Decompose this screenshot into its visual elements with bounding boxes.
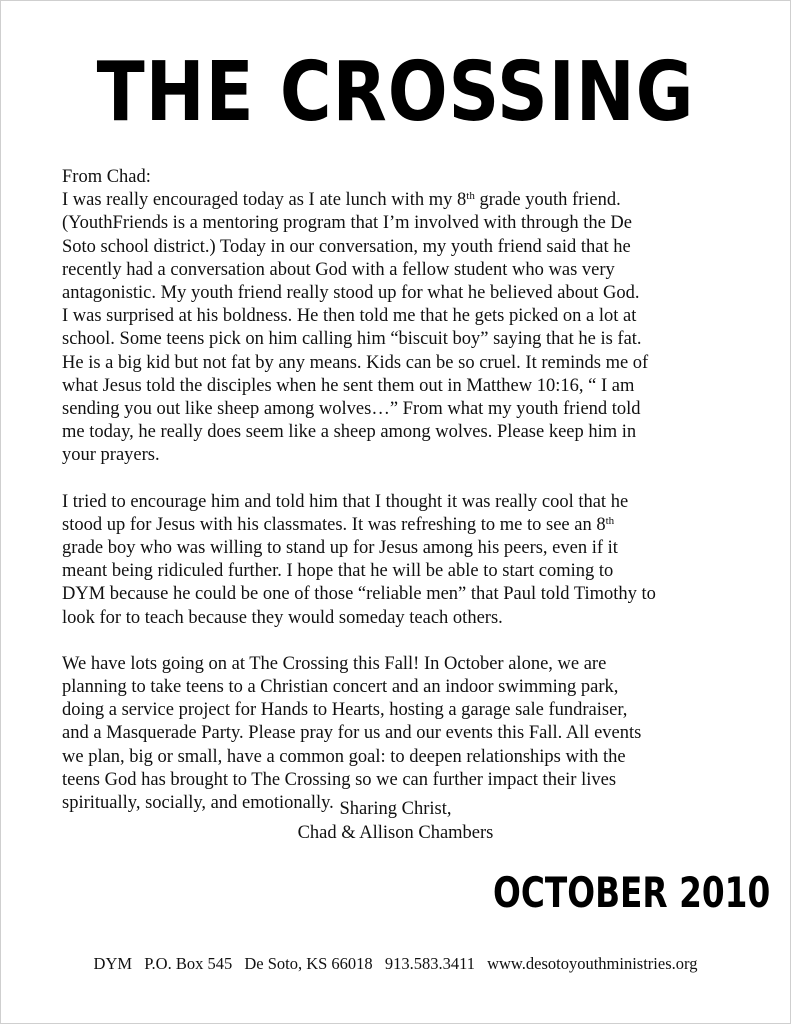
- paragraph-3-line-3: doing a service project for Hands to Hearts, hosting a garage sale fundraiser,: [62, 700, 628, 721]
- paragraph-3-line-5: we plan, big or small, have a common goal: to deepen relationships with the: [62, 746, 626, 767]
- footer-phone: 913.583.3411: [384, 954, 475, 973]
- issue-date-heading: OCTOBER 2010: [493, 868, 771, 917]
- paragraph-1-line-12: your prayers.: [62, 445, 160, 466]
- superscript-th: th: [605, 514, 615, 527]
- paragraph-3-line-2: planning to take teens to a Christian concert and an indoor swimming park,: [62, 677, 619, 698]
- closing-salutation: Sharing Christ,: [339, 799, 452, 819]
- paragraph-3-line-7: spiritually, socially, and emotionally.: [62, 793, 334, 814]
- footer-city: De Soto, KS 66018: [244, 954, 373, 973]
- paragraph-2-line-4: meant being ridiculed further. I hope that he will be able to start coming to: [62, 561, 614, 582]
- paragraph-2-line-3: grade boy who was willing to stand up for Jesus among his peers, even if it: [62, 538, 618, 559]
- footer-contact: [0, 954, 791, 974]
- paragraph-3: [62, 653, 742, 815]
- paragraph-1: [62, 189, 742, 467]
- paragraph-2-line-5: DYM because he could be one of those “reliable men” that Paul told Timothy to: [62, 584, 656, 605]
- paragraph-1-line-8: He is a big kid but not fat by any means. Kids can be so cruel. It reminds me of: [62, 352, 649, 373]
- paragraph-1-line-3: Soto school district.) Today in our conversation, my youth friend said that he: [62, 236, 631, 257]
- footer-org: DYM: [93, 954, 133, 973]
- closing: [0, 798, 791, 845]
- paragraph-1-line-1: I was really encouraged today as I ate lunch with my 8th grade youth friend.: [62, 190, 621, 211]
- paragraph-1-line-4: recently had a conversation about God with a fellow student who was very: [62, 259, 615, 280]
- paragraph-1-line-2: (YouthFriends is a mentoring program that I’m involved with through the De: [62, 213, 633, 234]
- footer-website: www.desotoyouthministries.org: [487, 954, 698, 973]
- paragraph-1-line-10: sending you out like sheep among wolves…” From what my youth friend told: [62, 399, 641, 420]
- greeting: From Chad:: [62, 167, 151, 187]
- paragraph-2: [62, 491, 742, 630]
- paragraph-3-line-1: We have lots going on at The Crossing this Fall! In October alone, we are: [62, 653, 607, 674]
- paragraph-3-line-4: and a Masquerade Party. Please pray for us and our events this Fall. All events: [62, 723, 642, 744]
- newsletter-title: THE CROSSING: [96, 45, 695, 140]
- paragraph-3-line-6: teens God has brought to The Crossing so we can further impact their lives: [62, 769, 617, 790]
- letter-body: [62, 166, 742, 838]
- paragraph-1-line-7: school. Some teens pick on him calling him “biscuit boy” saying that he is fat.: [62, 329, 642, 350]
- paragraph-2-line-2: stood up for Jesus with his classmates. It was refreshing to me to see an 8th: [62, 514, 615, 535]
- paragraph-1-line-11: me today, he really does seem like a sheep among wolves. Please keep him in: [62, 422, 637, 443]
- paragraph-1-line-5: antagonistic. My youth friend really stood up for what he believed about God.: [62, 283, 640, 304]
- paragraph-1-line-6: I was surprised at his boldness. He then told me that he gets picked on a lot at: [62, 306, 637, 327]
- closing-signature: Chad & Allison Chambers: [297, 822, 494, 843]
- paragraph-1-line-9: what Jesus told the disciples when he sent them out in Matthew 10:16, “ I am: [62, 375, 635, 396]
- footer-pobox: P.O. Box 545: [144, 954, 233, 973]
- paragraph-2-line-1: I tried to encourage him and told him that I thought it was really cool that he: [62, 491, 629, 512]
- paragraph-2-line-6: look for to teach because they would someday teach others.: [62, 607, 503, 628]
- superscript-th: th: [466, 190, 475, 203]
